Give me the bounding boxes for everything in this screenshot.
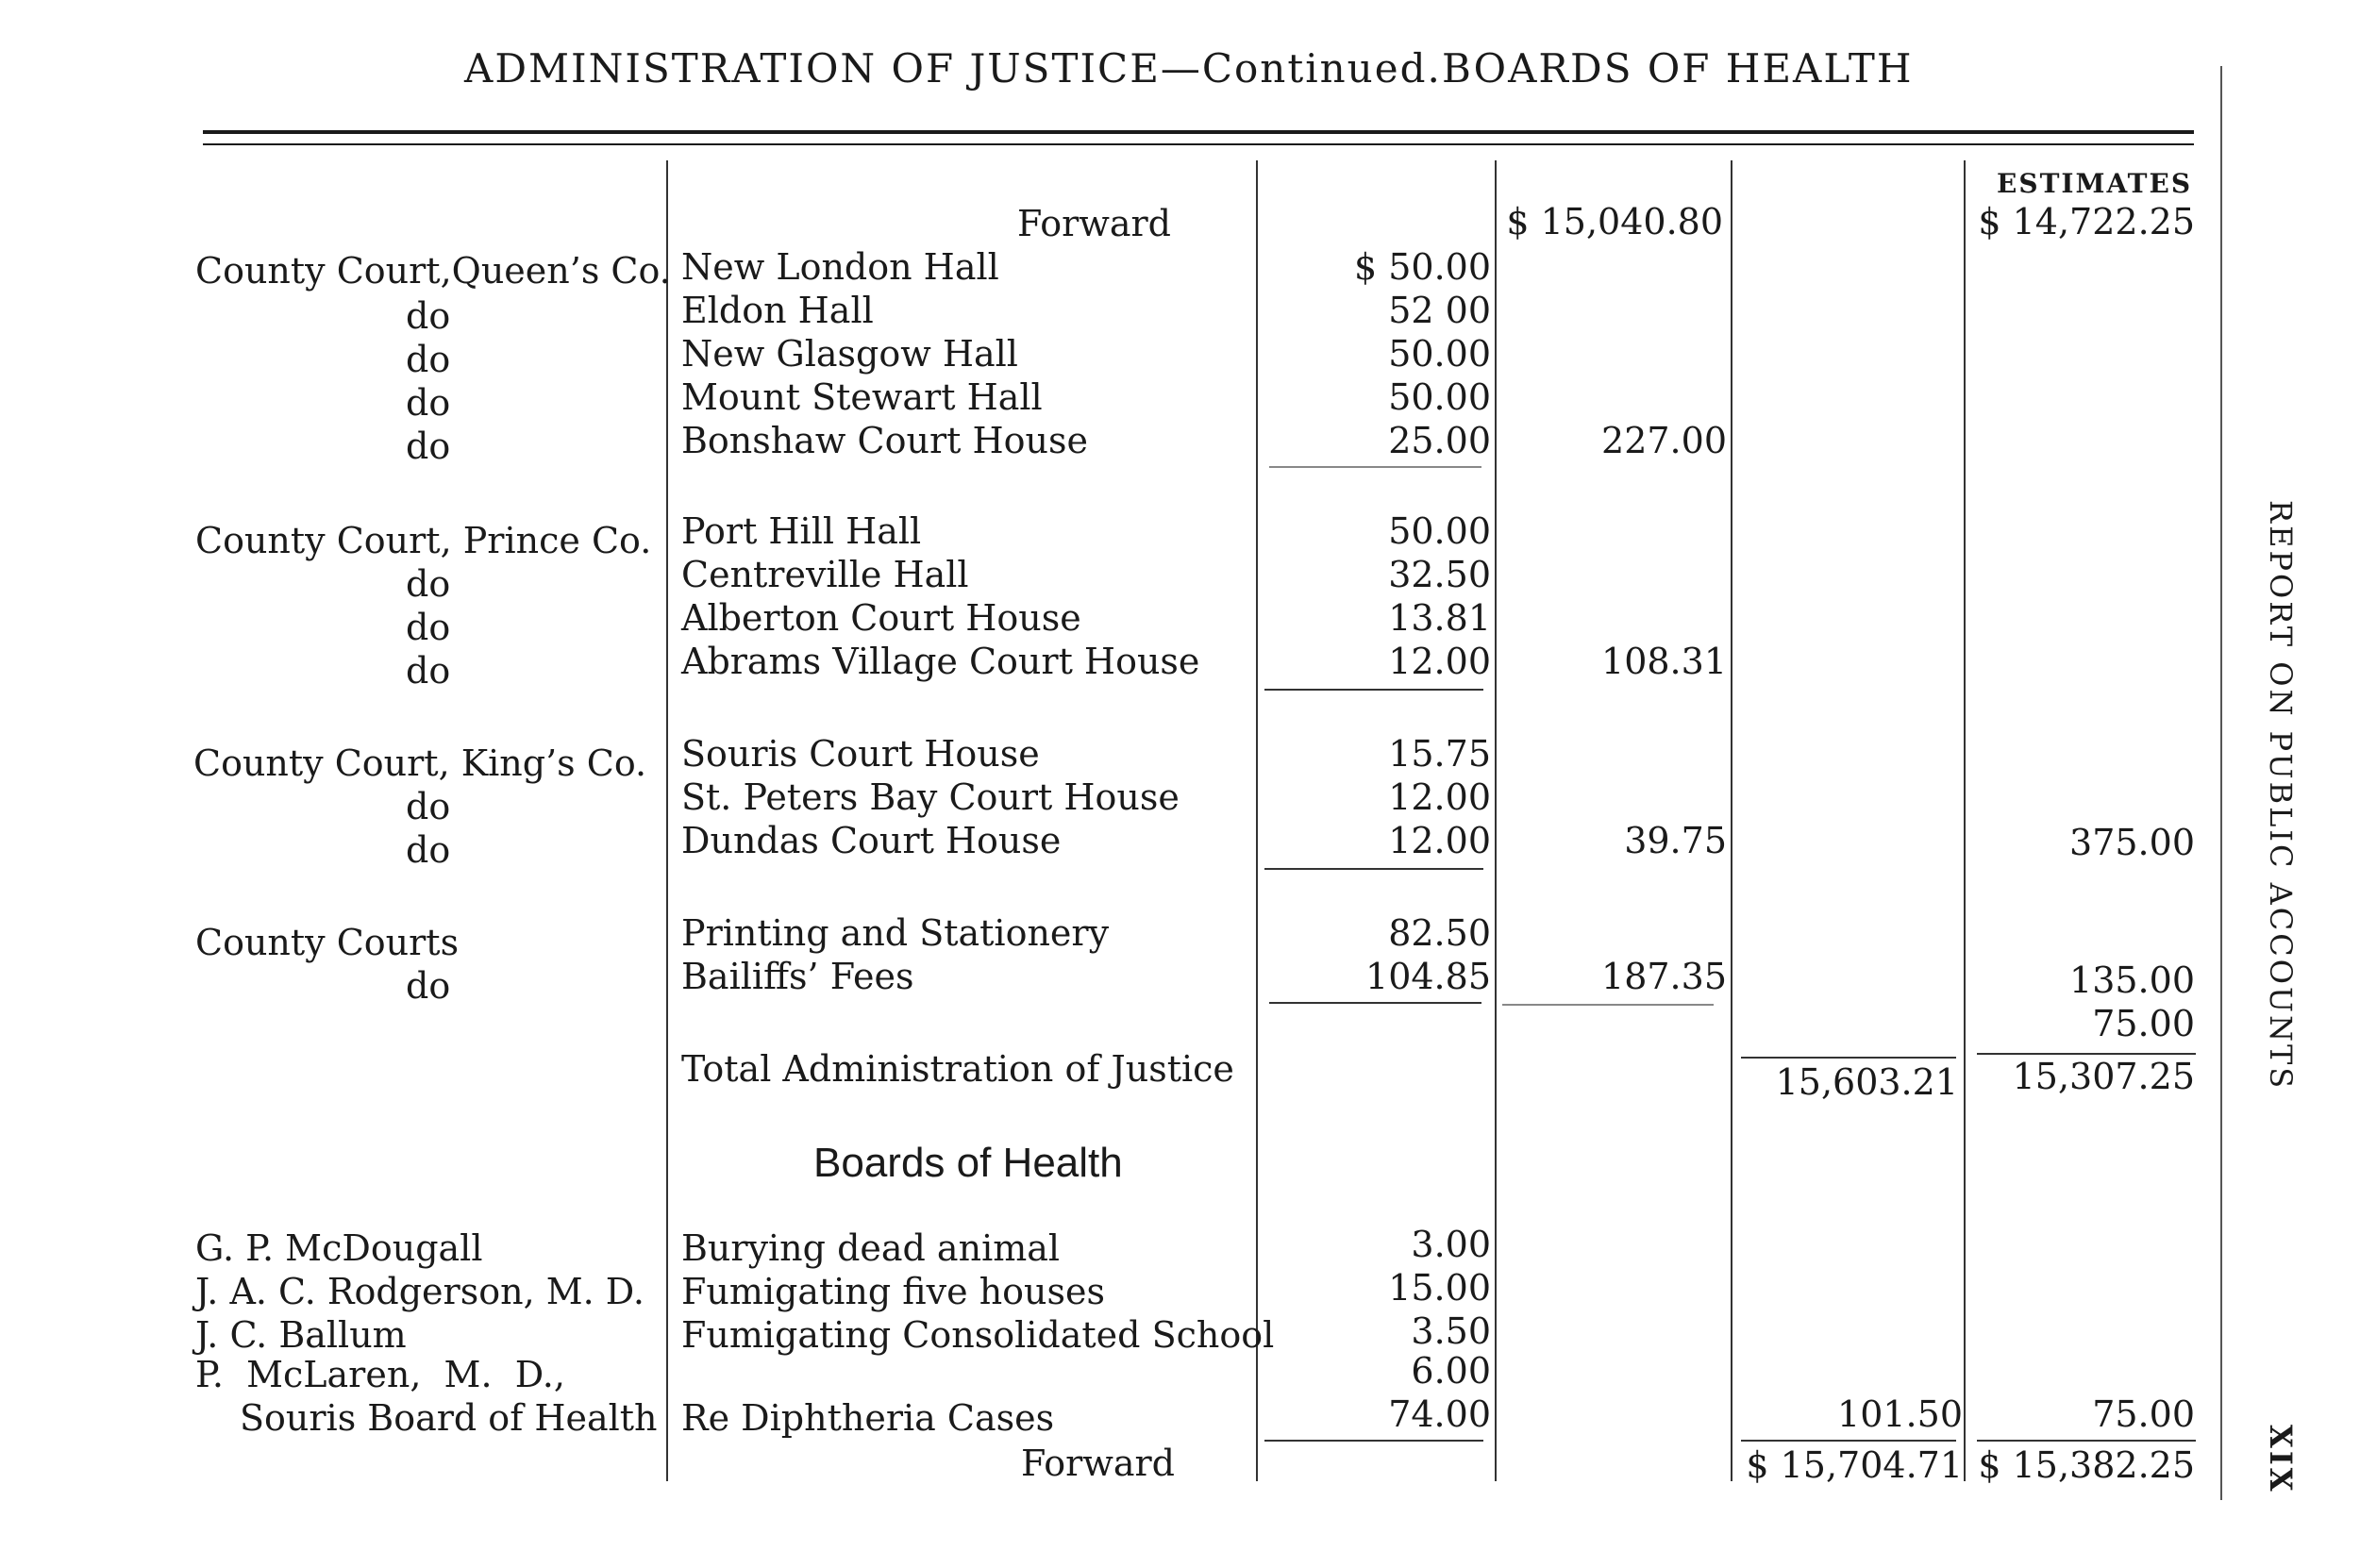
item: New London Hall <box>681 246 999 288</box>
amount: $ 50.00 <box>1353 246 1491 288</box>
amount-underline <box>1264 689 1483 691</box>
header-rule-thin <box>203 143 2194 145</box>
page-number: XIX <box>2263 1425 2299 1494</box>
forward-estimate: $ 14,722.25 <box>1978 201 2195 242</box>
amount: 104.85 <box>1365 956 1491 997</box>
payee: County Court,Queen’s Co. <box>195 250 671 292</box>
amount-underline <box>1264 868 1483 870</box>
payee: do <box>406 829 451 871</box>
estimate: 75.00 <box>2092 1003 2195 1044</box>
item: Fumigating five houses <box>681 1271 1106 1312</box>
payee: P. McLaren, M. D., <box>195 1354 565 1395</box>
column-rule <box>1495 160 1497 1481</box>
boards-estimate: 75.00 <box>2092 1393 2195 1435</box>
right-margin-line <box>2220 66 2222 1500</box>
item: Centreville Hall <box>681 554 969 595</box>
header-rule-thick <box>203 130 2194 134</box>
item: Bonshaw Court House <box>681 420 1088 461</box>
amount: 15.75 <box>1388 733 1491 775</box>
payee: J. A. C. Rodgerson, M. D. <box>195 1271 644 1312</box>
item: Alberton Court House <box>681 597 1081 639</box>
amount-underline <box>1269 1002 1481 1004</box>
amount: 12.00 <box>1388 776 1491 818</box>
amount: 50.00 <box>1388 376 1491 418</box>
column-rule <box>1256 160 1258 1481</box>
estimates-label: ESTIMATES <box>1997 168 2193 199</box>
amount: 25.00 <box>1388 420 1491 461</box>
item: Souris Court House <box>681 733 1040 775</box>
amount-underline <box>1264 1440 1483 1442</box>
amount-underline <box>1269 466 1481 468</box>
amount: 12.00 <box>1388 820 1491 861</box>
payee: do <box>406 650 451 692</box>
item: Abrams Village Court House <box>681 641 1200 682</box>
amount: 50.00 <box>1388 333 1491 375</box>
payee: County Court, Prince Co. <box>195 520 652 561</box>
section-heading: Boards of Health <box>813 1140 1123 1186</box>
payee: G. P. McDougall <box>195 1227 483 1269</box>
item: Dundas Court House <box>681 820 1062 861</box>
payee: do <box>406 382 451 424</box>
estimate-underline <box>1977 1440 2196 1442</box>
payee: do <box>406 786 451 827</box>
item: Eldon Hall <box>681 290 874 331</box>
subtotal: 227.00 <box>1601 420 1727 461</box>
subtotal: 39.75 <box>1624 820 1727 861</box>
item: Mount Stewart Hall <box>681 376 1043 418</box>
amount: 82.50 <box>1388 912 1491 954</box>
item: St. Peters Bay Court House <box>681 776 1180 818</box>
total-underline <box>1741 1440 1956 1442</box>
total-justice-estimate: 15,307.25 <box>2012 1056 2195 1097</box>
total-justice-label: Total Administration of Justice <box>681 1048 1234 1090</box>
column-rule <box>666 160 668 1481</box>
payee: do <box>406 563 451 605</box>
payee: do <box>406 607 451 648</box>
amount: 12.00 <box>1388 641 1491 682</box>
amount: 13.81 <box>1388 597 1491 639</box>
forward-total: $ 15,704.71 <box>1746 1444 1963 1486</box>
subtotal-underline <box>1502 1004 1714 1006</box>
item: Printing and Stationery <box>681 912 1110 954</box>
payee: County Courts <box>195 922 460 963</box>
total-overline <box>1741 1057 1956 1059</box>
item: New Glasgow Hall <box>681 333 1018 375</box>
amount: 3.50 <box>1411 1310 1491 1352</box>
subtotal: 108.31 <box>1601 641 1727 682</box>
total-justice: 15,603.21 <box>1775 1061 1958 1103</box>
amount: 32.50 <box>1388 554 1491 595</box>
item: Bailiffs’ Fees <box>681 956 914 997</box>
payee: Souris Board of Health <box>240 1397 658 1439</box>
payee: J. C. Ballum <box>195 1314 407 1356</box>
payee: do <box>406 965 451 1007</box>
forward-label: Forward <box>1017 203 1172 244</box>
column-rule <box>1731 160 1732 1481</box>
amount: 15.00 <box>1388 1267 1491 1309</box>
amount: 50.00 <box>1388 510 1491 552</box>
header-title-left: ADMINISTRATION OF JUSTICE—Continued. <box>464 45 1442 92</box>
boards-total: 101.50 <box>1837 1393 1963 1435</box>
item: Fumigating Consolidated School <box>681 1314 1275 1356</box>
payee: do <box>406 339 451 380</box>
item: Burying dead animal <box>681 1227 1061 1269</box>
estimate: 375.00 <box>2069 822 2195 863</box>
forward-label: Forward <box>1021 1443 1176 1484</box>
running-head: REPORT ON PUBLIC ACCOUNTS <box>2263 500 2299 1092</box>
amount: 3.00 <box>1411 1224 1491 1265</box>
forward-total: $ 15,040.80 <box>1506 201 1723 242</box>
payee: County Court, King’s Co. <box>193 742 647 784</box>
payee: do <box>406 295 451 337</box>
amount: 74.00 <box>1388 1393 1491 1435</box>
item: Port Hill Hall <box>681 510 922 552</box>
column-rule <box>1964 160 1966 1481</box>
estimate: 135.00 <box>2069 959 2195 1001</box>
amount: 6.00 <box>1411 1350 1491 1392</box>
payee: do <box>406 425 451 467</box>
amount: 52 00 <box>1388 290 1491 331</box>
item: Re Diphtheria Cases <box>681 1397 1055 1439</box>
subtotal: 187.35 <box>1601 956 1727 997</box>
header-title-right: BOARDS OF HEALTH <box>1442 45 1914 92</box>
forward-estimate: $ 15,382.25 <box>1978 1444 2195 1486</box>
